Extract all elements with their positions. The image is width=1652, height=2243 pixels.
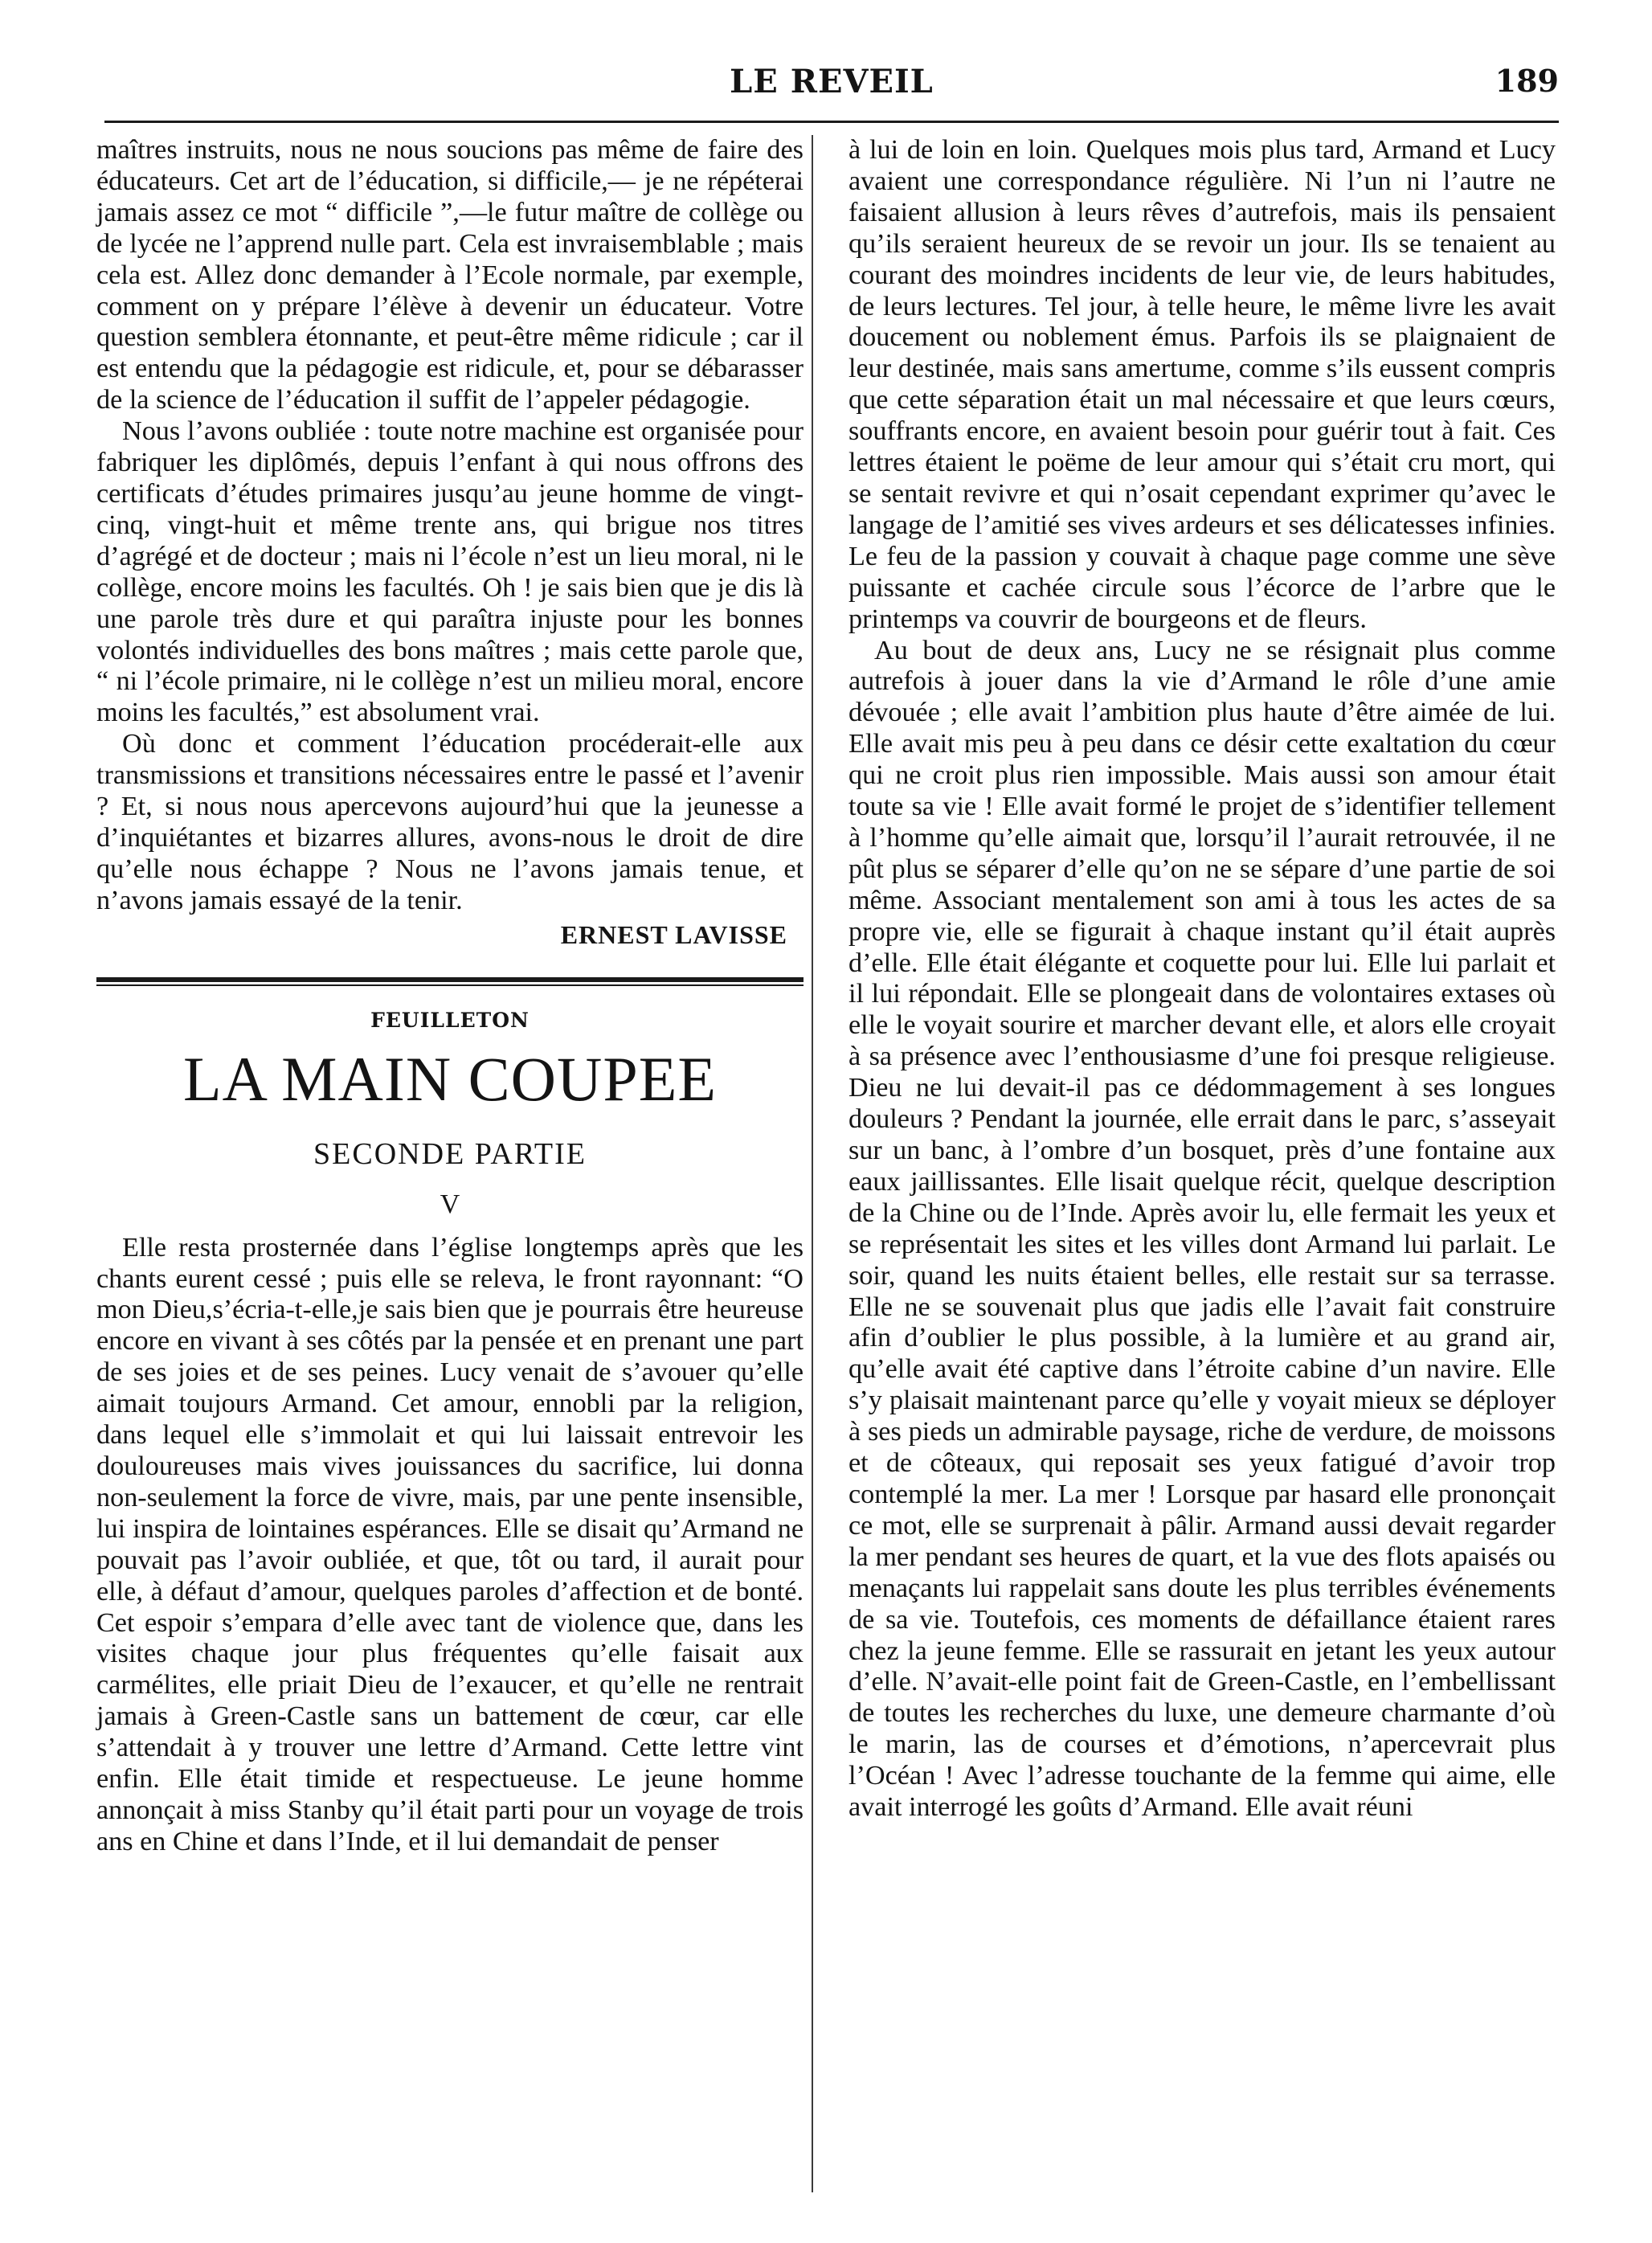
right-column [848, 135, 1556, 1823]
story-paragraph-3: Au bout de deux ans, Lucy ne se résignait plus comme autrefois à jouer dans la vie d’Armand le rôle d’une amie dévouée ; elle avait l’ambition plus haute d’être aimée de lui. Elle avait mis peu à peu dans ce désir cette exaltation du cœur qui ne croit plus rien impossible. Mais aussi son amour était toute sa vie ! Elle avait formé le projet de s’identifier tellement à l’homme qu’elle aimait que, lorsqu’il l’aurait retrouvée, il ne pût plus se séparer d’elle qu’on ne se sépare d’une partie de soi même. Associant mentalement son ami à tous les actes de sa propre vie, elle se figurait à chaque instant qu’il était auprès d’elle. Elle était élégante et coquette pour lui. Elle lui parlait et il lui répondait. Elle se plongeait dans de volontaires extases où elle le voyait sourire et marcher devant elle, et alors elle croyait à sa présence avec l’enthousiasme d’une foi presque religieuse. Dieu ne lui devait-il pas ce dédommagement à ses longues douleurs ? Pendant la journée, elle errait dans le parc, s’asseyait sur un banc, à l’ombre d’un bosquet, près d’une fontaine aux eaux jaillissantes. Elle lisait quelque récit, quelque description de la Chine ou de l’Inde. Après avoir lu, elle fermait les yeux et se représentait les sites et les villes dont Armand lui parlait. Le soir, quand les nuits étaient belles, elle restait sur sa terrasse. Elle ne se souvenait plus que jadis elle l’avait fait construire afin d’oublier le plus possible, à la lumière et au grand air, qu’elle avait été captive dans l’étroite cabine d’un navire. Elle s’y plaisait maintenant parce qu’elle y voyait mieux se déployer à ses pieds un admirable paysage, riche de verdure, de moissons et de côteaux, qui reposait ses yeux fatigué d’avoir trop contemplé la mer. La mer ! Lorsque par hasard elle prononçait ce mot, elle se surprenait à pâlir. Armand aussi devait regarder la mer pendant ses heures de quart, et la vue des flots apaisés ou menaçants lui rappelait sans doute les plus terribles événements de sa vie. Toutefois, ces moments de défaillance étaient rares chez la jeune femme. Elle se rassurait en jetant les yeux autour d’elle. N’avait-elle point fait de Green-Castle, en l’embellissant de toutes les recherches du luxe, une demeure charmante d’où le marin, las de courses et d’émotions, n’apercevrait plus l’Océan ! Avec l’adresse touchante de la femme qui aime, elle avait interrogé les goûts d’Armand. Elle avait réuni [848, 635, 1556, 1823]
page-header [104, 58, 1559, 106]
article-paragraph-1: maîtres instruits, nous ne nous soucions pas même de faire des éducateurs. Cet art de l’éducation, si difficile,— je ne répéterai jamais assez ce mot “ difficile ”,—le futur maître de collège ou de lycée ne l’apprend nulle part. Cela est invraisemblable ; mais cela est. Allez donc demander à l’Ecole normale, par exemple, comment on y prépare l’élève à devenir un éducateur. Votre question semblera étonnante, et peut-être même ridicule ; car il est entendu que la pédagogie est ridicule, et, pour se débarasser de la science de l’éducation il suffit de l’appeler pédagogie. [96, 135, 804, 415]
story-subtitle: SECONDE PARTIE [313, 1136, 587, 1171]
section-divider [96, 977, 804, 986]
article-signature: ERNEST LAVISSE [560, 919, 787, 949]
page-number: 189 [1495, 63, 1559, 99]
story-paragraph-1: Elle resta prosternée dans l’église longtemps après que les chants eurent cessé ; puis elle se releva, le front rayonnant: “O mon Dieu,s’écria-t-elle,je sais bien que je pourrais être heureuse encore en vivant à ses côtés par la pensée et en prenant une part de ses joies et de ses peines. Lucy venait de s’avouer qu’elle aimait toujours Armand. Cet amour, ennobli par la religion, dans lequel elle s’immolait et qui lui laissait entrevoir les douloureuses mais vives jouissances du sacrifice, lui donna non-seulement la force de vivre, mais, par une pente insensible, lui inspira de lointaines espérances. Elle se disait qu’Armand ne pouvait pas l’avoir oubliée, et que, tôt ou tard, il aurait pour elle, à défaut d’amour, quelques paroles d’affection et de bonté. Cet espoir s’empara d’elle avec tant de violence que, dans les visites chaque jour plus fréquentes qu’elle faisait aux carmélites, elle priait Dieu de l’exaucer, et qu’elle ne rentrait jamais à Green-Castle sans un battement de cœur, car elle s’attendait à y trouver une lettre d’Armand. Cette lettre vint enfin. Elle était timide et respectueuse. Le jeune homme annonçait à miss Stanby qu’il était parti pour un voyage de trois ans en Chine et dans l’Inde, et il lui demandait de penser [96, 1232, 804, 1856]
story-title: LA MAIN COUPEE [182, 1043, 717, 1114]
left-column [96, 135, 804, 1858]
running-title: LE REVEIL [730, 63, 934, 100]
article-paragraph-2: Nous l’avons oubliée : toute notre machine est organisée pour fabriquer les diplômés, depuis l’enfant à qui nous offrons des certificats d’études primaires jusqu’au jeune homme de vingt-cinq, vingt-huit et même trente ans, qui brigue nos titres d’agrégé et de docteur ; mais ni l’école n’est un lieu moral, ni le collège, encore moins les facultés. Oh ! je sais bien que je dis là une parole très dure et qui paraîtra injuste pour les bonnes volontés individuelles des bons maîtres ; mais cette parole que, “ ni l’école primaire, ni le collège n’est un milieu moral, encore moins les facultés,” est absolument vrai. [96, 416, 804, 728]
chapter-number: V [440, 1189, 460, 1219]
header-rule [104, 121, 1559, 123]
column-separator [812, 135, 813, 2192]
story-paragraph-2: à lui de loin en loin. Quelques mois plus tard, Armand et Lucy avaient une correspondance régulière. Ni l’un ni l’autre ne faisaient allusion à leurs rêves d’autrefois, mais ils pensaient qu’ils seraient heureux de se revoir un jour. Ils se tenaient au courant des moindres incidents de leur vie, de leurs habitudes, de leurs lectures. Tel jour, à telle heure, le même livre les avait doucement ou noblement émus. Parfois ils se plaignaient de leur destinée, mais sans amertume, comme s’ils eussent compris que cette séparation était un mal nécessaire et que leurs cœurs, souffrants encore, en avaient besoin pour guérir tout à fait. Ces lettres étaient le poëme de leur amour qui s’était cru mort, qui se sentait revivre et qui n’osait cependant exprimer qu’avec le langage de l’amitié ses vives ardeurs et ses délicatesses infinies. Le feu de la passion y couvait à chaque page comme une sève puissante et cachée circule sous l’écorce de l’arbre que le printemps va couvrir de bourgeons et de fleurs. [848, 135, 1556, 634]
article-paragraph-3: Où donc et comment l’éducation procéderait-elle aux transmissions et transitions nécessaires entre le passé et l’avenir ? Et, si nous nous apercevons aujourd’hui que la jeunesse a d’inquiétantes et bizarres allures, avons-nous le droit de dire qu’elle nous échappe ? Nous ne l’avons jamais tenue, et n’avons jamais essayé de la tenir. [96, 729, 804, 915]
feuilleton-label: FEUILLETON [370, 1008, 530, 1032]
